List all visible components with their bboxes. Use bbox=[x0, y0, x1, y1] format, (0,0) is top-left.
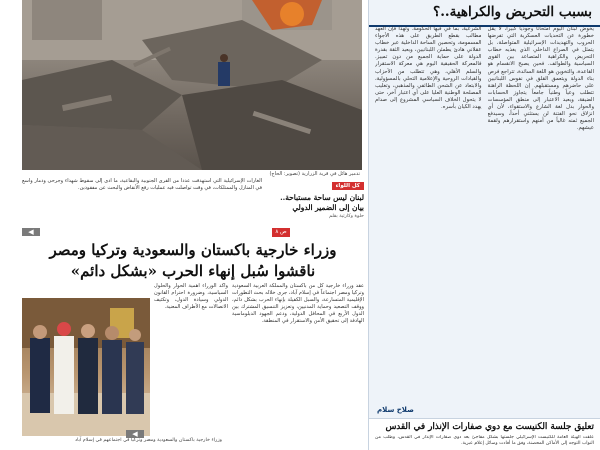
main-story-text-right: عقد وزراء خارجية كل من باكستان والمملكة العربية السعودية وتركيا ومصر اجتماعاً في إسلام آباد، جرى خلاله بحث التطورات الإقليمية المتسارعة، والسبل الكفيلة بإنهاء الحرب بشكل دائم، ووقف التصعيد وحماية المدنيين، وتعزيز التنسيق المشترك بين الدول الأربع في المحافل الدولية، ودعم الجهود الدبلوماسية الهادفة إلى تحقيق الأمن والاستقرار في المنطقة. bbox=[232, 283, 364, 324]
continue-arrow-icon-bottom[interactable]: ◀ bbox=[126, 430, 144, 438]
editorial-body bbox=[375, 26, 594, 406]
top-photo-caption: تدمير هائل في قرية الزرارية (تصوير: الحاج) bbox=[269, 171, 360, 177]
editorial-column bbox=[368, 0, 600, 450]
editorial-text-left: الشرعية، بما في فيها الحكومة. ولهذا فإن العهد مطالب بقطع الطريق على هذه الأجواء المسمومة، وتحصين الساحة الداخلية عبر خطاب عقلاني هادئ يطمئن اللبنانيين، ويعيد الثقة بقدرة الدولة على حماية الجميع من دون تمييز. فالمعركة الحقيقية اليوم هي معركة الاستقرار والسلم الأهلي، وهي تتطلب من الأحزاب والقيادات الروحية والإعلامية التحلي بالمسؤولية، والابتعاد عن الشحن الطائفي والمذهبي، وتغليب المصلحة الوطنية العليا على أي اعتبار آخر، حتى لا يتحول الخلاف السياسي المشروع إلى صدام يهدد الكيان بأسره. bbox=[375, 26, 482, 111]
editorial-signature: صلاح سلام bbox=[377, 406, 414, 414]
ministers-photo bbox=[22, 298, 150, 436]
top-story-text bbox=[22, 178, 262, 230]
destruction-photo bbox=[22, 0, 362, 170]
page-reference-badge[interactable]: ص ٨ bbox=[272, 228, 290, 237]
top-story-body: الغارات الإسرائيلية التي استهدفت عدداً من القرى الجنوبية والبقاعية، ما أدى إلى سقوط شهداء وجرحى ودمار واسع في المنازل والممتلكات، في وقت تواصلت فيه عمليات رفع الأنقاض والبحث عن مفقودين. bbox=[22, 178, 262, 191]
headline-line-1: وزراء خارجية باكستان والسعودية وتركيا ومصر bbox=[49, 241, 337, 259]
news-brief[interactable] bbox=[369, 418, 600, 450]
section-tag: كل اللواء bbox=[332, 182, 364, 190]
main-story-column-right bbox=[232, 283, 364, 443]
brief-text: علقت الهيئة العامة للكنيست الإسرائيلي جلستها بشكل مفاجئ بعد دوي صفارات الإنذار في القدس، وطلب من النواب التوجه إلى الأماكن المحصنة، وفق ما أفادت وسائل إعلام عبرية. bbox=[375, 435, 594, 446]
main-headline[interactable] bbox=[22, 240, 364, 282]
editorial-title: بسبب التحريض والكراهية..؟ bbox=[369, 0, 600, 27]
continue-arrow-icon[interactable]: ◀ bbox=[22, 228, 40, 236]
headline-line-2: ناقشوا سُبل إنهاء الحرب «بشكل دائم» bbox=[70, 262, 316, 280]
brief-title[interactable]: تعليق جلسة الكنيست مع دوي صفارات الإنذار في القدس bbox=[385, 422, 594, 432]
main-story-text-mid: وأكد الوزراء أهمية الحوار والحلول السياسية، وضرورة احترام القانون الدولي وسيادة الدول، وتكثيف الاتصالات مع الأطراف المعنية. bbox=[154, 283, 228, 310]
opinion-byline: حلوة وكارثية بقلم bbox=[329, 214, 364, 219]
main-story-column-mid bbox=[154, 283, 228, 443]
opinion-teaser[interactable] bbox=[268, 182, 364, 219]
bottom-photo-caption: وزراء خارجية باكستان والسعودية ومصر وتركيا في اجتماعهم في إسلام آباد bbox=[75, 438, 222, 443]
rubble-image bbox=[22, 0, 362, 170]
ministers-image bbox=[22, 298, 150, 436]
editorial-text-right: يخوض لبنان اليوم امتحاناً وجودياً كبيراً، لا يقل خطورة عن التحديات العسكرية التي تفرضها الحروب والتهديدات الإسرائيلية المتواصلة، بل يتمثل في الصراع الداخلي الذي يغذيه خطاب التحريض والكراهية المتصاعد بين القوى السياسية والطوائف. فحين يصبح الانقسام هو القاعدة، والتخوين هو اللغة السائدة، تتراجع فرص بناء الدولة ويتعمق القلق في نفوس اللبنانيين على حاضرهم ومستقبلهم. إن اللحظة الراهنة تتطلب وعياً وطنياً جامعاً يتجاوز الحسابات الضيقة، ويعيد الاعتبار إلى منطق المؤسسات والحوار بدل لغة الشارع والاستقواء، لأن أي انزلاق نحو الفتنة لن يستثني أحداً، وسيدفع الجميع ثمنه غالياً من أمنهم واستقرارهم ولقمة عيشهم. bbox=[487, 26, 594, 132]
opinion-title[interactable]: لبنان ليس ساحة مستباحة.. بيان إلى الضمير الدولي bbox=[280, 193, 364, 212]
